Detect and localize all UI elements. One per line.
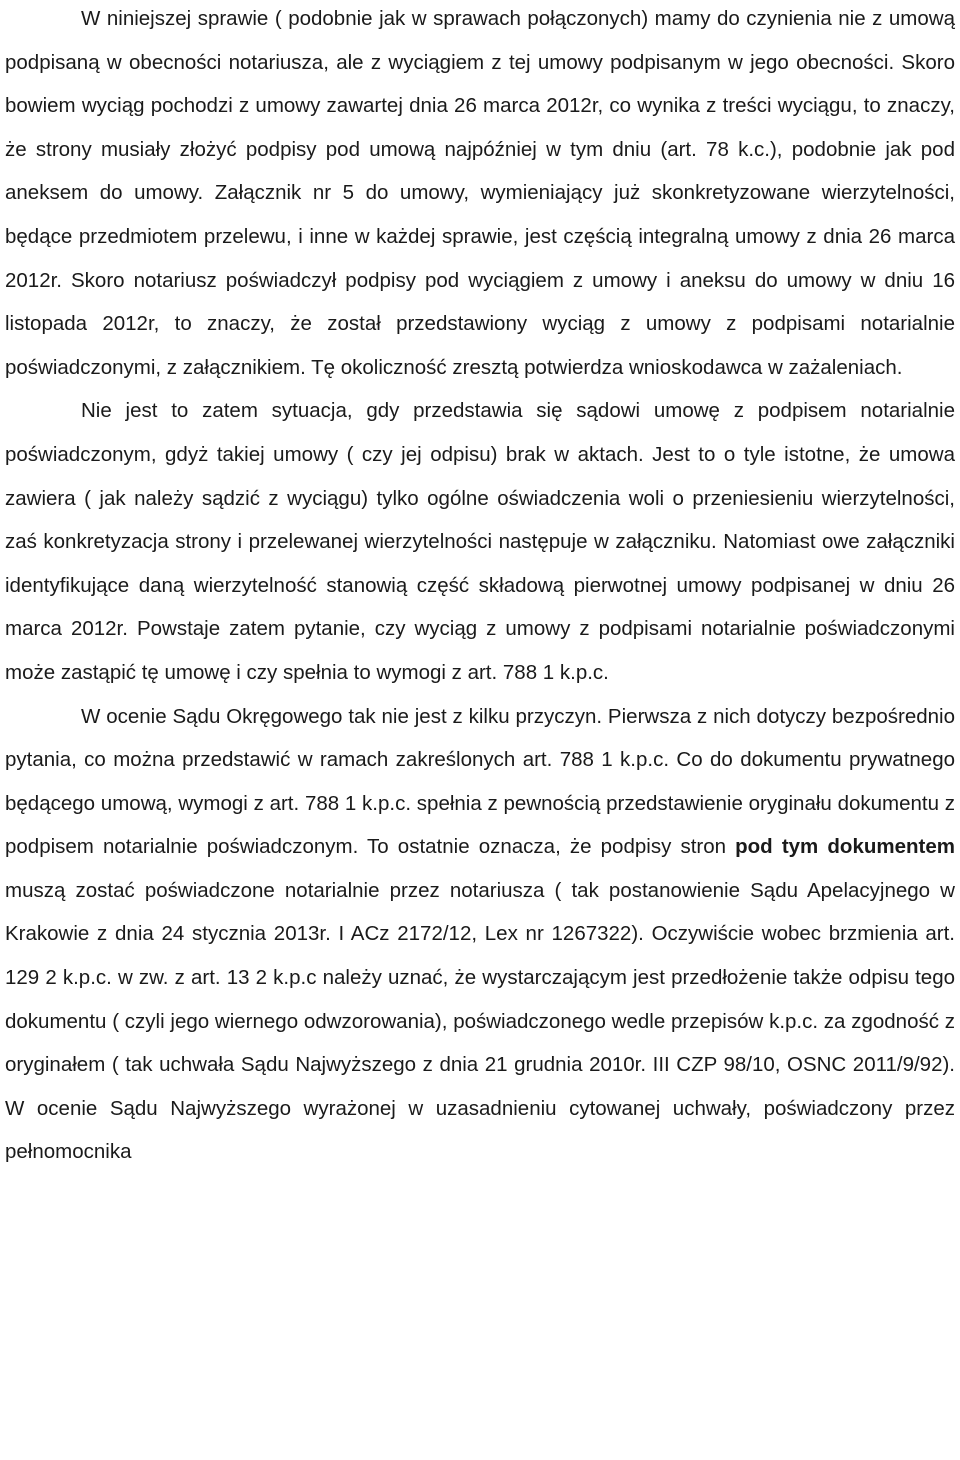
paragraph-3-text-a: W ocenie Sądu Okręgowego tak nie jest z kilku przyczyn. Pierwsza z nich dotyczy bezpośrednio pytania, co można przedstawić w ramach zakreślonych art. 788 1 k.p.c. Co do dokumentu prywatnego będącego umową, wymogi z art. 788 1 k.p.c. spełnia z pewnością przedstawienie oryginału dokumentu z podpisem notarialnie poświadczonym. To ostatnie oznacza, że podpisy stron: [5, 704, 955, 859]
document-page: [5, 0, 955, 1460]
paragraph-2: [5, 389, 955, 694]
paragraph-1: [5, 0, 955, 389]
paragraph-3: [5, 695, 955, 1175]
paragraph-2-text: Nie jest to zatem sytuacja, gdy przedstawia się sądowi umowę z podpisem notarialnie poświadczonym, gdyż takiej umowy ( czy jej odpisu) brak w aktach. Jest to o tyle istotne, że umowa zawiera ( jak należy sądzić z wyciągu) tylko ogólne oświadczenia woli o przeniesieniu wierzytelności, zaś konkretyzacja strony i przelewanej wierzytelności następuje w załączniku. Natomiast owe załączniki identyfikujące daną wierzytelność stanowią część składową pierwotnej umowy podpisanej w dniu 26 marca 2012r. Powstaje zatem pytanie, czy wyciąg z umowy z podpisami notarialnie poświadczonymi może zastąpić tę umowę i czy spełnia to wymogi z art. 788 1 k.p.c.: [5, 399, 955, 684]
paragraph-3-text-b: muszą zostać poświadczone notarialnie przez notariusza ( tak postanowienie Sądu Apelacyjnego w Krakowie z dnia 24 stycznia 2013r. I ACz 2172/12, Lex nr 1267322). Oczywiście wobec brzmienia art. 129 2 k.p.c. w zw. z art. 13 2 k.p.c należy uznać, że wystarczającym jest przedłożenie także odpisu tego dokumentu ( czyli jego wiernego odwzorowania), poświadczonego wedle przepisów k.p.c. za zgodność z oryginałem ( tak uchwała Sądu Najwyższego z dnia 21 grudnia 2010r. III CZP 98/10, OSNC 2011/9/92). W ocenie Sądu Najwyższego wyrażonej w uzasadnieniu cytowanej uchwały, poświadczony przez pełnomocnika: [5, 878, 955, 1164]
paragraph-3-bold-phrase: pod tym dokumentem: [735, 835, 955, 859]
paragraph-1-text: W niniejszej sprawie ( podobnie jak w sprawach połączonych) mamy do czynienia nie z umową podpisaną w obecności notariusza, ale z wyciągiem z tej umowy podpisanym w jego obecności. Skoro bowiem wyciąg pochodzi z umowy zawartej dnia 26 marca 2012r, co wynika z treści wyciągu, to znaczy, że strony musiały złożyć podpisy pod umową najpóźniej w tym dniu (art. 78 k.c.), podobnie jak pod aneksem do umowy. Załącznik nr 5 do umowy, wymieniający już skonkretyzowane wierzytelności, będące przedmiotem przelewu, i inne w każdej sprawie, jest częścią integralną umowy z dnia 26 marca 2012r. Skoro notariusz poświadczył podpisy pod wyciągiem z umowy i aneksu do umowy w dniu 16 listopada 2012r, to znaczy, że został przedstawiony wyciąg z umowy z podpisami notarialnie poświadczonymi, z załącznikiem. Tę okoliczność zresztą potwierdza wnioskodawca w zażaleniach.: [5, 7, 955, 379]
